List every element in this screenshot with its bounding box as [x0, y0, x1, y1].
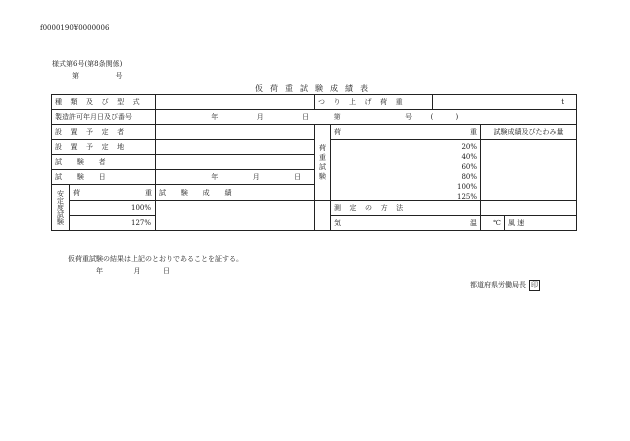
lift-load-unit: t [433, 95, 577, 110]
mfg-paren: ( ) [430, 113, 459, 121]
certification-text: 仮荷重試験の結果は上記のとおりであることを証する。 [68, 255, 243, 263]
model-value [156, 95, 315, 110]
temp-spacer [315, 216, 331, 231]
test-month: 月 [252, 173, 260, 181]
load-test-vertical-label: 荷重試験 [315, 125, 331, 201]
site-value [156, 140, 315, 155]
model-label: 種 類 及 び 型 式 [52, 95, 156, 110]
temperature-label: 気 温 [331, 216, 481, 231]
form-number: 様式第6号(第8条関係) [52, 60, 123, 68]
file-path: f0000190¥0000006 [40, 24, 110, 32]
test-year: 年 [211, 173, 219, 181]
mfg-day: 日 [302, 113, 310, 121]
tester-value [156, 155, 315, 170]
stability-load-label: 荷 重 [70, 185, 156, 201]
pct-80: 80% [461, 173, 477, 181]
load-header-label: 荷 重 [331, 125, 481, 140]
temperature-unit: ℃ [481, 216, 505, 231]
seal-stamp: 印 [531, 281, 538, 289]
method-value [481, 201, 577, 216]
mfg-go: 号 [405, 113, 413, 121]
planner-value [156, 125, 315, 140]
wind-label: 風 速 [505, 216, 577, 231]
test-date-label: 試 験 日 [52, 170, 156, 185]
cert-month: 月 [133, 267, 141, 275]
test-results-table [51, 94, 577, 231]
cert-day: 日 [162, 267, 170, 275]
number-dai: 第 [72, 72, 79, 80]
test-day: 日 [294, 173, 302, 181]
pct-125: 125% [456, 193, 477, 201]
stability-vertical-label: 安定度試験 [52, 185, 70, 231]
method-label: 測 定 の 方 法 [331, 201, 481, 216]
number-go: 号 [115, 72, 123, 80]
signer [470, 280, 540, 291]
stability-pct-127: 127% [70, 216, 156, 231]
stability-result-value [156, 201, 315, 231]
test-date-value [156, 170, 315, 185]
stability-result-label: 試 験 成 績 [156, 185, 315, 201]
load-percentages [331, 140, 481, 201]
method-spacer [315, 201, 331, 216]
pct-40: 40% [461, 153, 477, 161]
mfg-year: 年 [211, 113, 219, 121]
cert-year: 年 [96, 267, 103, 275]
planner-label: 設 置 予 定 者 [52, 125, 156, 140]
tester-label: 試 験 者 [52, 155, 156, 170]
certification-date [96, 266, 170, 276]
pct-20: 20% [461, 143, 477, 151]
pct-100: 100% [456, 183, 477, 191]
mfg-dai: 第 [333, 113, 341, 121]
pct-60: 60% [461, 163, 477, 171]
results-value [481, 140, 577, 201]
lift-load-label: つ り 上 げ 荷 重 [315, 95, 433, 110]
results-header-label: 試験成績及びたわみ量 [481, 125, 577, 140]
mfg-month: 月 [256, 113, 264, 121]
document-number [72, 71, 122, 81]
manufacture-label: 製造許可年月日及び番号 [52, 110, 156, 125]
site-label: 設 置 予 定 地 [52, 140, 156, 155]
stability-pct-100: 100% [70, 201, 156, 216]
manufacture-value [156, 110, 577, 125]
page-title: 仮荷重試験成績表 [255, 84, 375, 93]
signer-title: 都道府県労働局長 [470, 281, 526, 289]
